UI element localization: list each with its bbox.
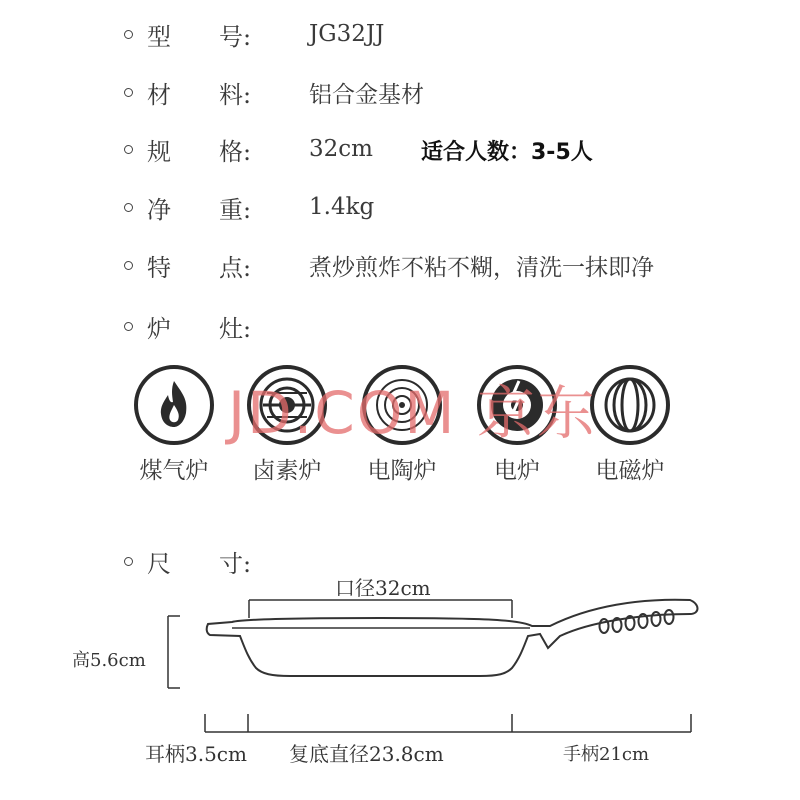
spec-label-2: 格: [219,137,252,166]
spec-label-1: 型 [147,22,171,51]
bullet-icon [124,203,133,212]
mouth-diameter-label: 口径32cm [335,576,431,600]
bullet-icon [124,145,133,154]
ear-handle-label: 耳柄3.5cm [145,742,247,766]
spec-row-model [124,14,384,54]
spec-label-1: 规 [147,137,171,166]
spec-label-2: 点: [219,253,252,282]
spec-label-2: 号: [219,22,252,51]
spec-label-2: 灶: [219,314,252,343]
spec-value-material: 铝合金基材 [309,81,424,108]
spec-row-dimensions [124,541,309,581]
stove-label-halogen: 卤素炉 [252,458,322,484]
spec-label-2: 寸: [219,549,252,578]
flame-icon [134,365,214,445]
bullet-icon [124,88,133,97]
spec-label-1: 尺 [147,549,171,578]
stove-label-gas: 煤气炉 [139,458,209,484]
spec-value-feature: 煮炒煎炸不粘不糊，清洗一抹即净 [309,254,654,281]
spec-value-size: 32cm [309,136,373,162]
stove-label-induction: 电磁炉 [595,458,665,484]
stove-label-electric: 电炉 [494,458,540,484]
handle-length-label: 手柄21cm [563,744,650,765]
height-label: 高5.6cm [72,650,146,671]
spec-row-feature [124,245,654,285]
induction-coil-icon [590,365,670,445]
bullet-icon [124,30,133,39]
bullet-icon [124,557,133,566]
people-note: 适合人数：3-5人 [421,140,593,165]
spec-value-weight: 1.4kg [309,194,375,220]
spec-label-1: 净 [147,195,171,224]
spec-row-weight [124,187,374,227]
bottom-diameter-label: 复底直径23.8cm [289,742,444,766]
spec-label-1: 材 [147,80,171,109]
spec-label-1: 特 [147,253,171,282]
spec-row-stove [124,306,309,346]
spec-row-material [124,72,424,112]
spec-label-2: 重: [219,195,252,224]
bullet-icon [124,322,133,331]
spec-label-1: 炉 [147,314,171,343]
spec-row-size [124,129,373,169]
watermark: JD.COM 京东 [228,379,597,447]
spec-label-2: 料: [219,80,252,109]
stove-label-ceramic: 电陶炉 [367,458,437,484]
spec-value-model: JG32JJ [309,21,385,47]
bullet-icon [124,261,133,270]
